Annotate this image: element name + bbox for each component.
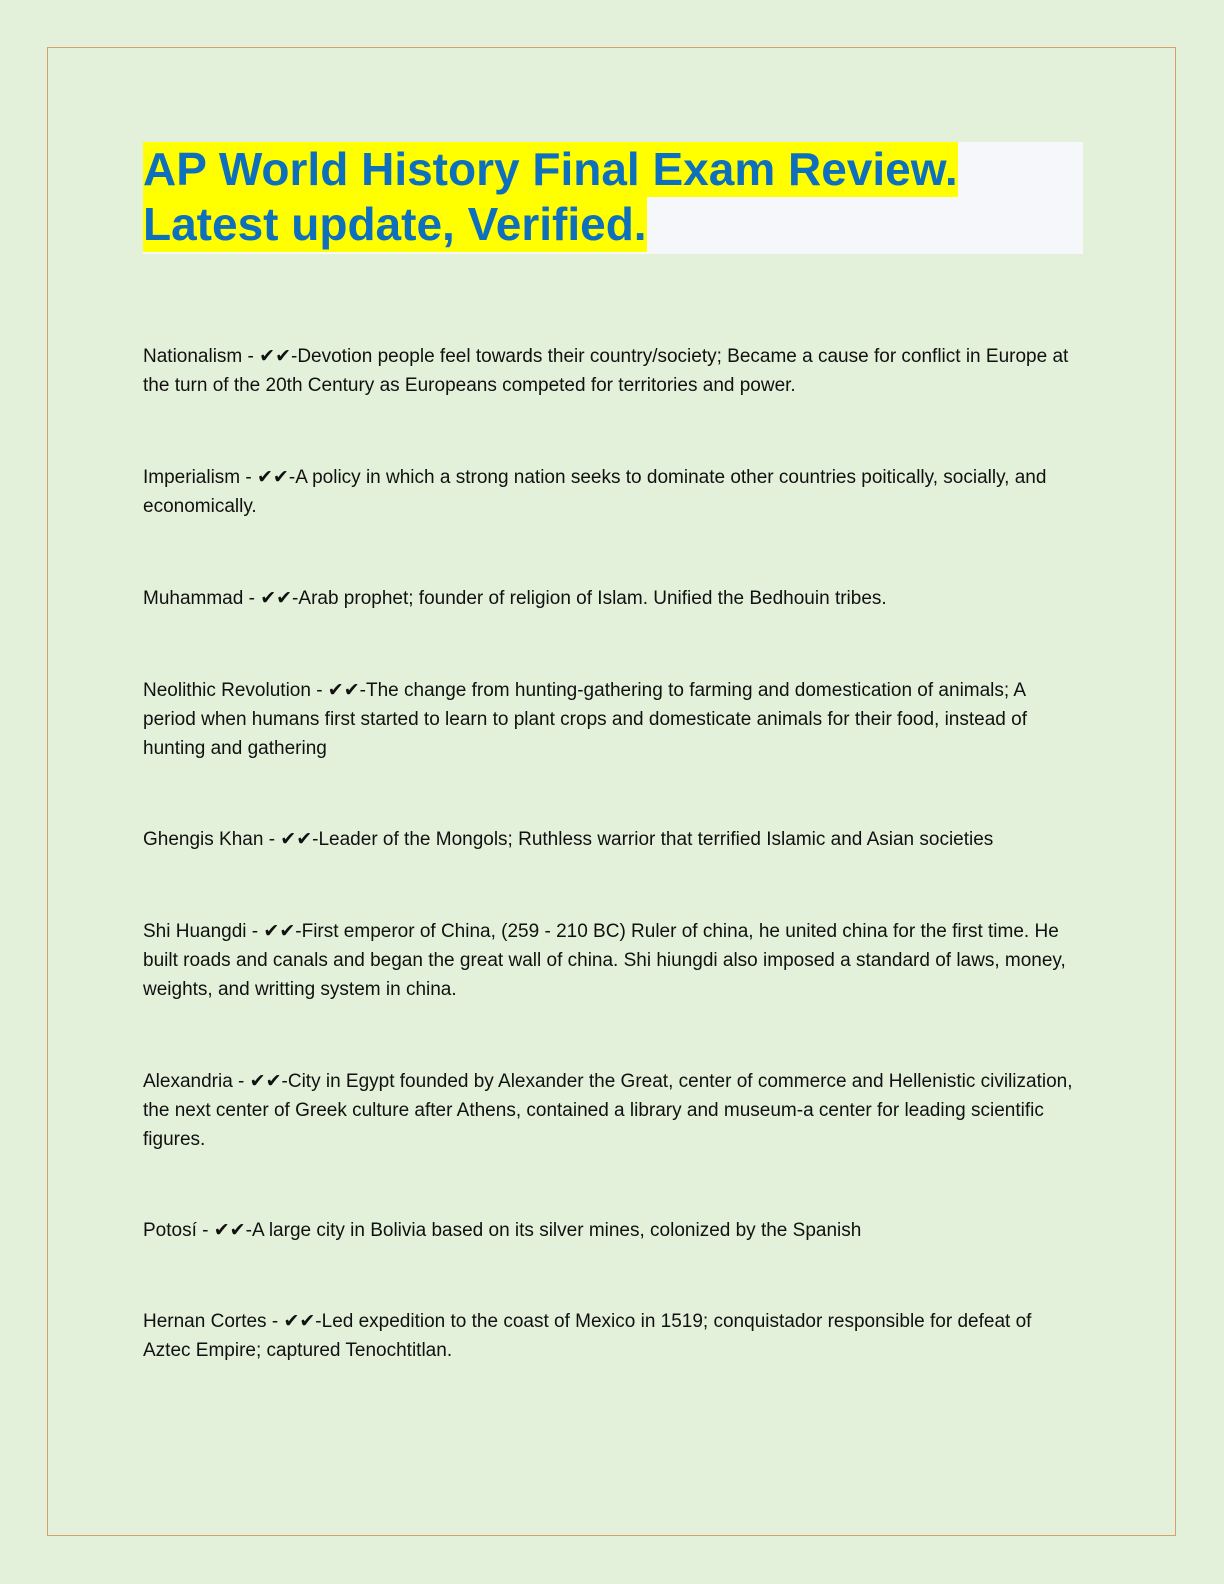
- flashcard-entry: [143, 917, 1083, 1004]
- entry-term: Alexandria: [143, 1071, 233, 1092]
- check-mark-icon: - ✔✔-: [232, 1071, 288, 1092]
- entry-term: Potosí: [143, 1220, 197, 1241]
- entry-term: Hernan Cortes: [143, 1311, 267, 1332]
- page-title-line-2: Latest update, Verified.: [143, 198, 647, 250]
- entry-definition: The change from hunting-gathering to farming and domestication of animals; A period when humans first started to learn to plant crops and domesticate animals for their food, instead of hunting and gathering: [143, 680, 1027, 759]
- flashcard-entry: [143, 342, 1083, 400]
- check-mark-icon: - ✔✔-: [310, 680, 366, 701]
- check-mark-icon: - ✔✔-: [196, 1220, 252, 1241]
- check-mark-icon: - ✔✔-: [263, 829, 319, 850]
- flashcard-entry: [143, 1216, 1083, 1245]
- check-mark-icon: - ✔✔-: [243, 588, 299, 609]
- check-mark-icon: - ✔✔-: [266, 1311, 322, 1332]
- flashcard-entry: [143, 463, 1083, 521]
- entry-definition: Arab prophet; founder of religion of Islam. Unified the Bedhouin tribes.: [298, 588, 887, 609]
- flashcard-entry: [143, 584, 1083, 613]
- flashcard-entry: [143, 1307, 1083, 1365]
- entry-term: Imperialism: [143, 467, 241, 488]
- entry-term: Nationalism: [143, 346, 243, 367]
- page-title-line-1: AP World History Final Exam Review.: [143, 143, 958, 195]
- flashcard-entry: [143, 825, 1083, 854]
- entry-definition: First emperor of China, (259 - 210 BC) Ruler of china, he united china for the first time. He built roads and canals and began the great wall of china. Shi hiungdi also imposed a standard of laws, money, weights, and writting system in china.: [143, 921, 1066, 1000]
- check-mark-icon: - ✔✔-: [240, 467, 296, 488]
- entry-definition: Leader of the Mongols; Ruthless warrior that terrified Islamic and Asian societies: [318, 829, 994, 850]
- entry-definition: City in Egypt founded by Alexander the Great, center of commerce and Hellenistic civilization, the next center of Greek culture after Athens, contained a library and museum-a center for leading scientific figures.: [143, 1071, 1073, 1150]
- entry-definition: A large city in Bolivia based on its silver mines, colonized by the Spanish: [251, 1220, 862, 1241]
- entry-term: Muhammad: [143, 588, 244, 609]
- flashcard-entry: [143, 1067, 1083, 1154]
- entry-term: Neolithic Revolution: [143, 680, 311, 701]
- entry-definition: A policy in which a strong nation seeks to dominate other countries poitically, socially, and economically.: [143, 467, 1047, 517]
- flashcard-entry: [143, 676, 1083, 763]
- title-block: [143, 142, 1083, 254]
- entry-term: Shi Huangdi: [143, 921, 247, 942]
- entry-definition: Led expedition to the coast of Mexico in 1519; conquistador responsible for defeat of Aztec Empire; captured Tenochtitlan.: [143, 1311, 1032, 1361]
- entry-definition: Devotion people feel towards their country/society; Became a cause for conflict in Europe at the turn of the 20th Century as Europeans competed for territories and power.: [143, 346, 1069, 396]
- check-mark-icon: - ✔✔-: [242, 346, 298, 367]
- entry-term: Ghengis Khan: [143, 829, 264, 850]
- check-mark-icon: - ✔✔-: [246, 921, 302, 942]
